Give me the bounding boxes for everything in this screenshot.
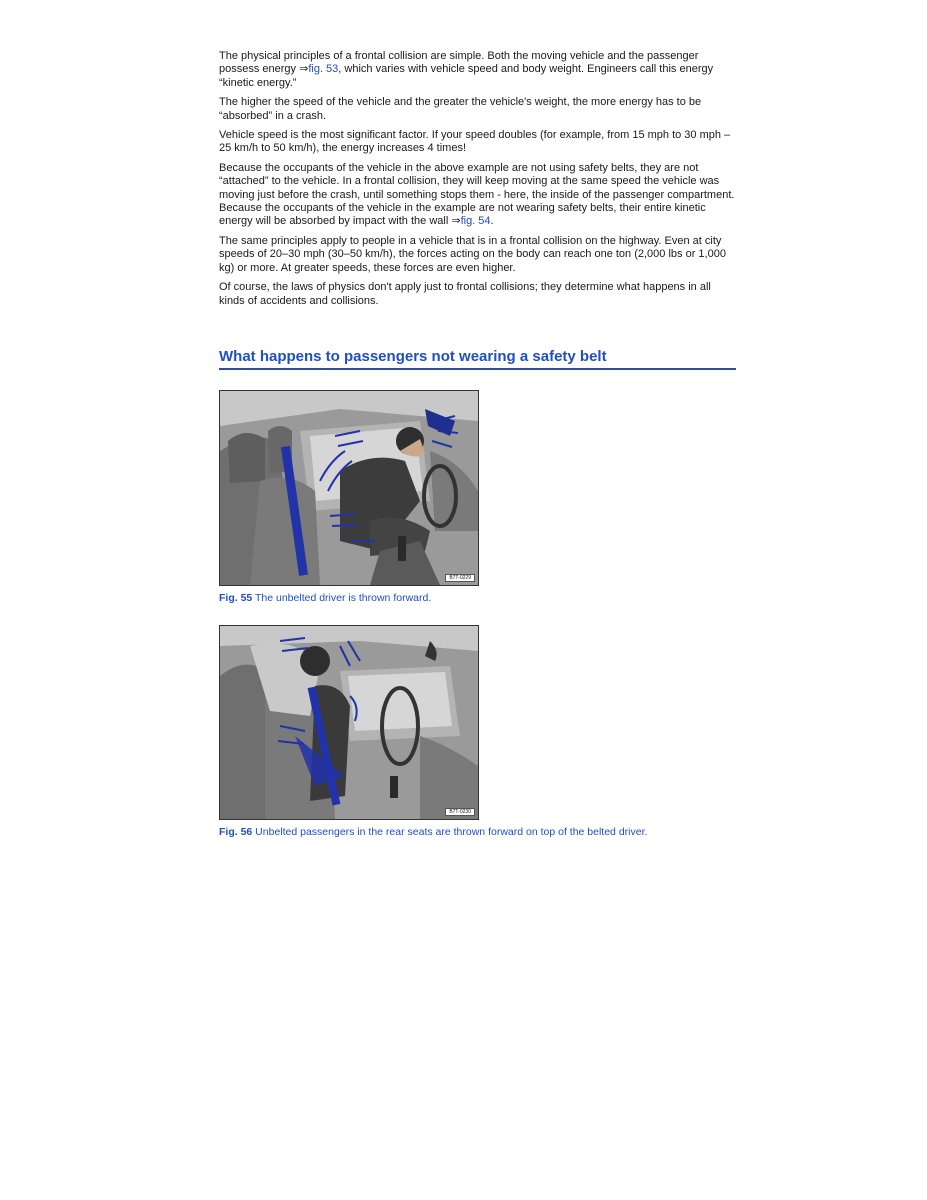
figure-56-illustration: [219, 625, 479, 820]
body-text: [219, 50, 739, 314]
paragraph-4: Because the occupants of the vehicle in the above example are not using safety belts, they are not “attached” to the vehicle. In a frontal collision, they will keep moving at the same speed the vehicle was moving just before the crash, until something stops them - here, the inside of the passenger compartment. Because the occupants of the vehicle in the example are not wearing safety belts, their entire kinetic energy will be absorbed by impact with the wall ⇒fig. 54.: [219, 161, 735, 228]
rear-passengers-illustration: [220, 626, 478, 819]
paragraph-3: Vehicle speed is the most significant factor. If your speed doubles (for example, from 15 mph to 30 mph – 25 km/h to 50 km/h), the energy increases 4 times!: [219, 129, 731, 155]
fig-53-link[interactable]: fig. 53: [308, 63, 339, 76]
fig-54-link[interactable]: fig. 54: [460, 215, 491, 228]
figure-56-caption: Fig. 56 Unbelted passengers in the rear seats are thrown forward on top of the belted driver.: [219, 826, 648, 838]
paragraph-1: The physical principles of a frontal collision are simple. Both the moving vehicle and the passenger possess energy ⇒fig. 53, which varies with vehicle speed and body weight. Engineers call this energy “kinetic energy.”: [219, 50, 714, 89]
section-title: What happens to passengers not wearing a safety belt: [219, 348, 736, 370]
figure-code: B7T-0230: [445, 808, 475, 816]
unbelted-driver-illustration: [220, 391, 478, 585]
figure-55-caption: Fig. 55 The unbelted driver is thrown forward.: [219, 592, 432, 604]
figure-55-illustration: [219, 390, 479, 586]
figure-code: B7T-0229: [445, 574, 475, 582]
paragraph-6: Of course, the laws of physics don't apply just to frontal collisions; they determine what happens in all kinds of accidents and collisions.: [219, 281, 711, 307]
paragraph-5: The same principles apply to people in a vehicle that is in a frontal collision on the highway. Even at city speeds of 20–30 mph (30–50 km/h), the forces acting on the body can reach one ton (2,000 lbs or 1,000 kg) or more. At greater speeds, these forces are even higher.: [219, 234, 726, 274]
paragraph-2: The higher the speed of the vehicle and the greater the vehicle's weight, the more energy has to be “absorbed” in a crash.: [219, 96, 702, 122]
